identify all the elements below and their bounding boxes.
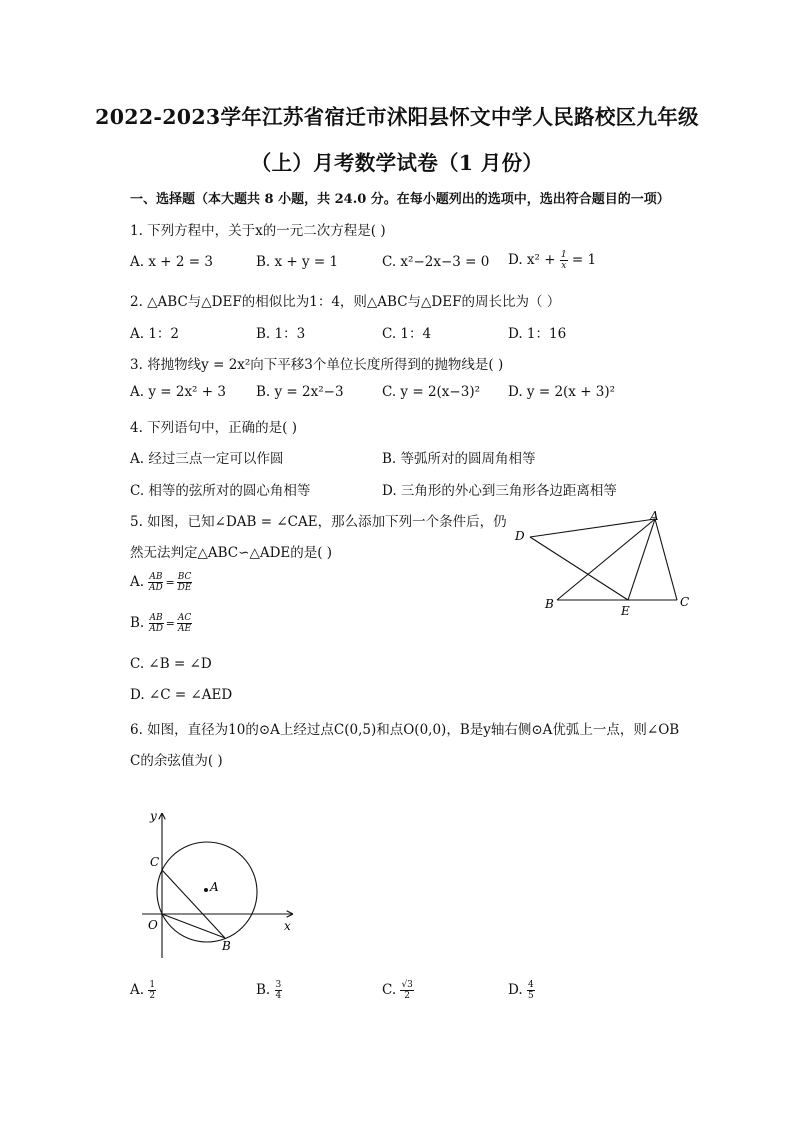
- q6-circle-figure: [140, 808, 305, 968]
- q4-option-c: C. 相等的弦所对的圆心角相等: [130, 483, 311, 499]
- q2-option-d: D. 1：16: [508, 326, 567, 342]
- q6-b-prefix: B.: [256, 982, 275, 998]
- q5-triangle-figure: [505, 505, 705, 620]
- q5-b-num2: AC: [177, 613, 192, 623]
- q5-option-d: D. ∠C = ∠AED: [130, 687, 233, 703]
- q6-option-b: [256, 980, 282, 1001]
- q5-option-a: [130, 572, 192, 593]
- q6-stem-line-2: C的余弦值为( ): [130, 753, 223, 769]
- q6-c-num: √3: [401, 980, 413, 990]
- q5-option-c: C. ∠B = ∠D: [130, 656, 212, 672]
- q4-option-d: D. 三角形的外心到三角形各边距离相等: [382, 483, 617, 499]
- q1-stem: 1. 下列方程中，关于x的一元二次方程是( ): [130, 223, 386, 239]
- circle-a: [157, 842, 257, 942]
- q1-option-b: B. x + y = 1: [256, 254, 339, 270]
- q6-d-den: 5: [527, 991, 534, 1001]
- segment-ob: [162, 914, 225, 938]
- q6-option-c: [382, 980, 414, 1001]
- q4-stem: 4. 下列语句中，正确的是( ): [130, 420, 297, 436]
- q2-option-a: A. 1：2: [130, 326, 180, 342]
- q5-a-prefix: A.: [130, 574, 149, 590]
- q4-option-b: B. 等弧所对的圆周角相等: [382, 451, 536, 467]
- label-a: A: [650, 509, 659, 523]
- segment-ae: [628, 519, 655, 600]
- section-heading: 一、选择题（本大题共 8 小题，共 24.0 分。在每小题列出的选项中，选出符合题目的一项）: [130, 192, 670, 207]
- q2-option-b: B. 1：3: [256, 326, 306, 342]
- label-y: y: [150, 809, 157, 823]
- q5-a-den1: AD: [149, 583, 163, 593]
- label-c: C: [680, 595, 690, 609]
- q5-b-den1: AD: [149, 624, 163, 634]
- q6-c-den: 2: [404, 991, 411, 1001]
- label-c: C: [150, 855, 160, 869]
- title-line-2: （上）月考数学试卷（1 月份）: [250, 151, 544, 175]
- q3-stem: 3. 将抛物线y = 2x²向下平移3个单位长度所得到的抛物线是( ): [130, 357, 504, 373]
- center-a-dot: [204, 888, 208, 892]
- q5-b-num1: AB: [149, 613, 163, 623]
- label-a: A: [210, 880, 219, 894]
- label-b: B: [545, 597, 554, 611]
- label-x: x: [284, 919, 291, 933]
- label-e: E: [621, 604, 630, 618]
- q1-option-d-prefix: D. x² +: [508, 252, 560, 268]
- q1-option-d: [508, 250, 596, 271]
- q6-c-prefix: C.: [382, 982, 401, 998]
- q5-b-den2: AE: [178, 624, 192, 634]
- q6-a-num: 1: [149, 980, 156, 990]
- q1-option-c: C. x²−2x−3 = 0: [382, 254, 490, 270]
- q6-a-prefix: A.: [130, 982, 149, 998]
- q5-stem-line-2: 然无法判定△ABC∽△ADE的是( ): [130, 545, 333, 561]
- q3-option-d: D. y = 2(x + 3)²: [508, 384, 616, 400]
- q6-b-den: 4: [275, 991, 282, 1001]
- label-o: O: [148, 918, 158, 932]
- q5-a-eq: =: [165, 576, 175, 589]
- q3-option-c: C. y = 2(x−3)²: [382, 384, 481, 400]
- segment-ac: [655, 519, 677, 600]
- label-b: B: [222, 939, 231, 953]
- q1-option-d-fraction: [560, 250, 568, 271]
- label-d: D: [515, 529, 525, 543]
- title-line-1: 2022-2023学年江苏省宿迁市沭阳县怀文中学人民路校区九年级: [95, 105, 699, 129]
- q3-option-b: B. y = 2x²−3: [256, 384, 344, 400]
- q4-option-a: A. 经过三点一定可以作圆: [130, 451, 284, 467]
- q6-d-num: 4: [527, 980, 534, 990]
- q5-a-num1: AB: [149, 572, 163, 582]
- q6-a-den: 2: [149, 991, 156, 1001]
- q5-stem-line-1: 5. 如图，已知∠DAB = ∠CAE，那么添加下列一个条件后，仍: [130, 514, 507, 530]
- q1-d-num: 1: [560, 250, 567, 260]
- q5-b-prefix: B.: [130, 615, 149, 631]
- q3-option-a: A. y = 2x² + 3: [130, 384, 226, 400]
- q6-stem-line-1: 6. 如图，直径为10的⊙A上经过点C(0,5)和点O(0,0)，B是y轴右侧⊙A优弧上一点，则∠OB: [130, 722, 680, 738]
- q1-d-den: x: [561, 261, 567, 271]
- q1-option-a: A. x + 2 = 3: [130, 254, 213, 270]
- q5-a-den2: DE: [177, 583, 192, 593]
- q5-option-b: [130, 613, 192, 634]
- q5-a-num2: BC: [177, 572, 192, 582]
- q2-stem: 2. △ABC与△DEF的相似比为1：4，则△ABC与△DEF的周长比为（ ）: [130, 294, 561, 310]
- q1-option-d-suffix: = 1: [567, 252, 597, 268]
- q2-option-c: C. 1：4: [382, 326, 432, 342]
- q5-b-eq: =: [165, 617, 175, 630]
- q6-b-num: 3: [275, 980, 282, 990]
- q6-option-d: [508, 980, 535, 1001]
- segment-de: [530, 537, 628, 600]
- q6-d-prefix: D.: [508, 982, 527, 998]
- q6-option-a: [130, 980, 156, 1001]
